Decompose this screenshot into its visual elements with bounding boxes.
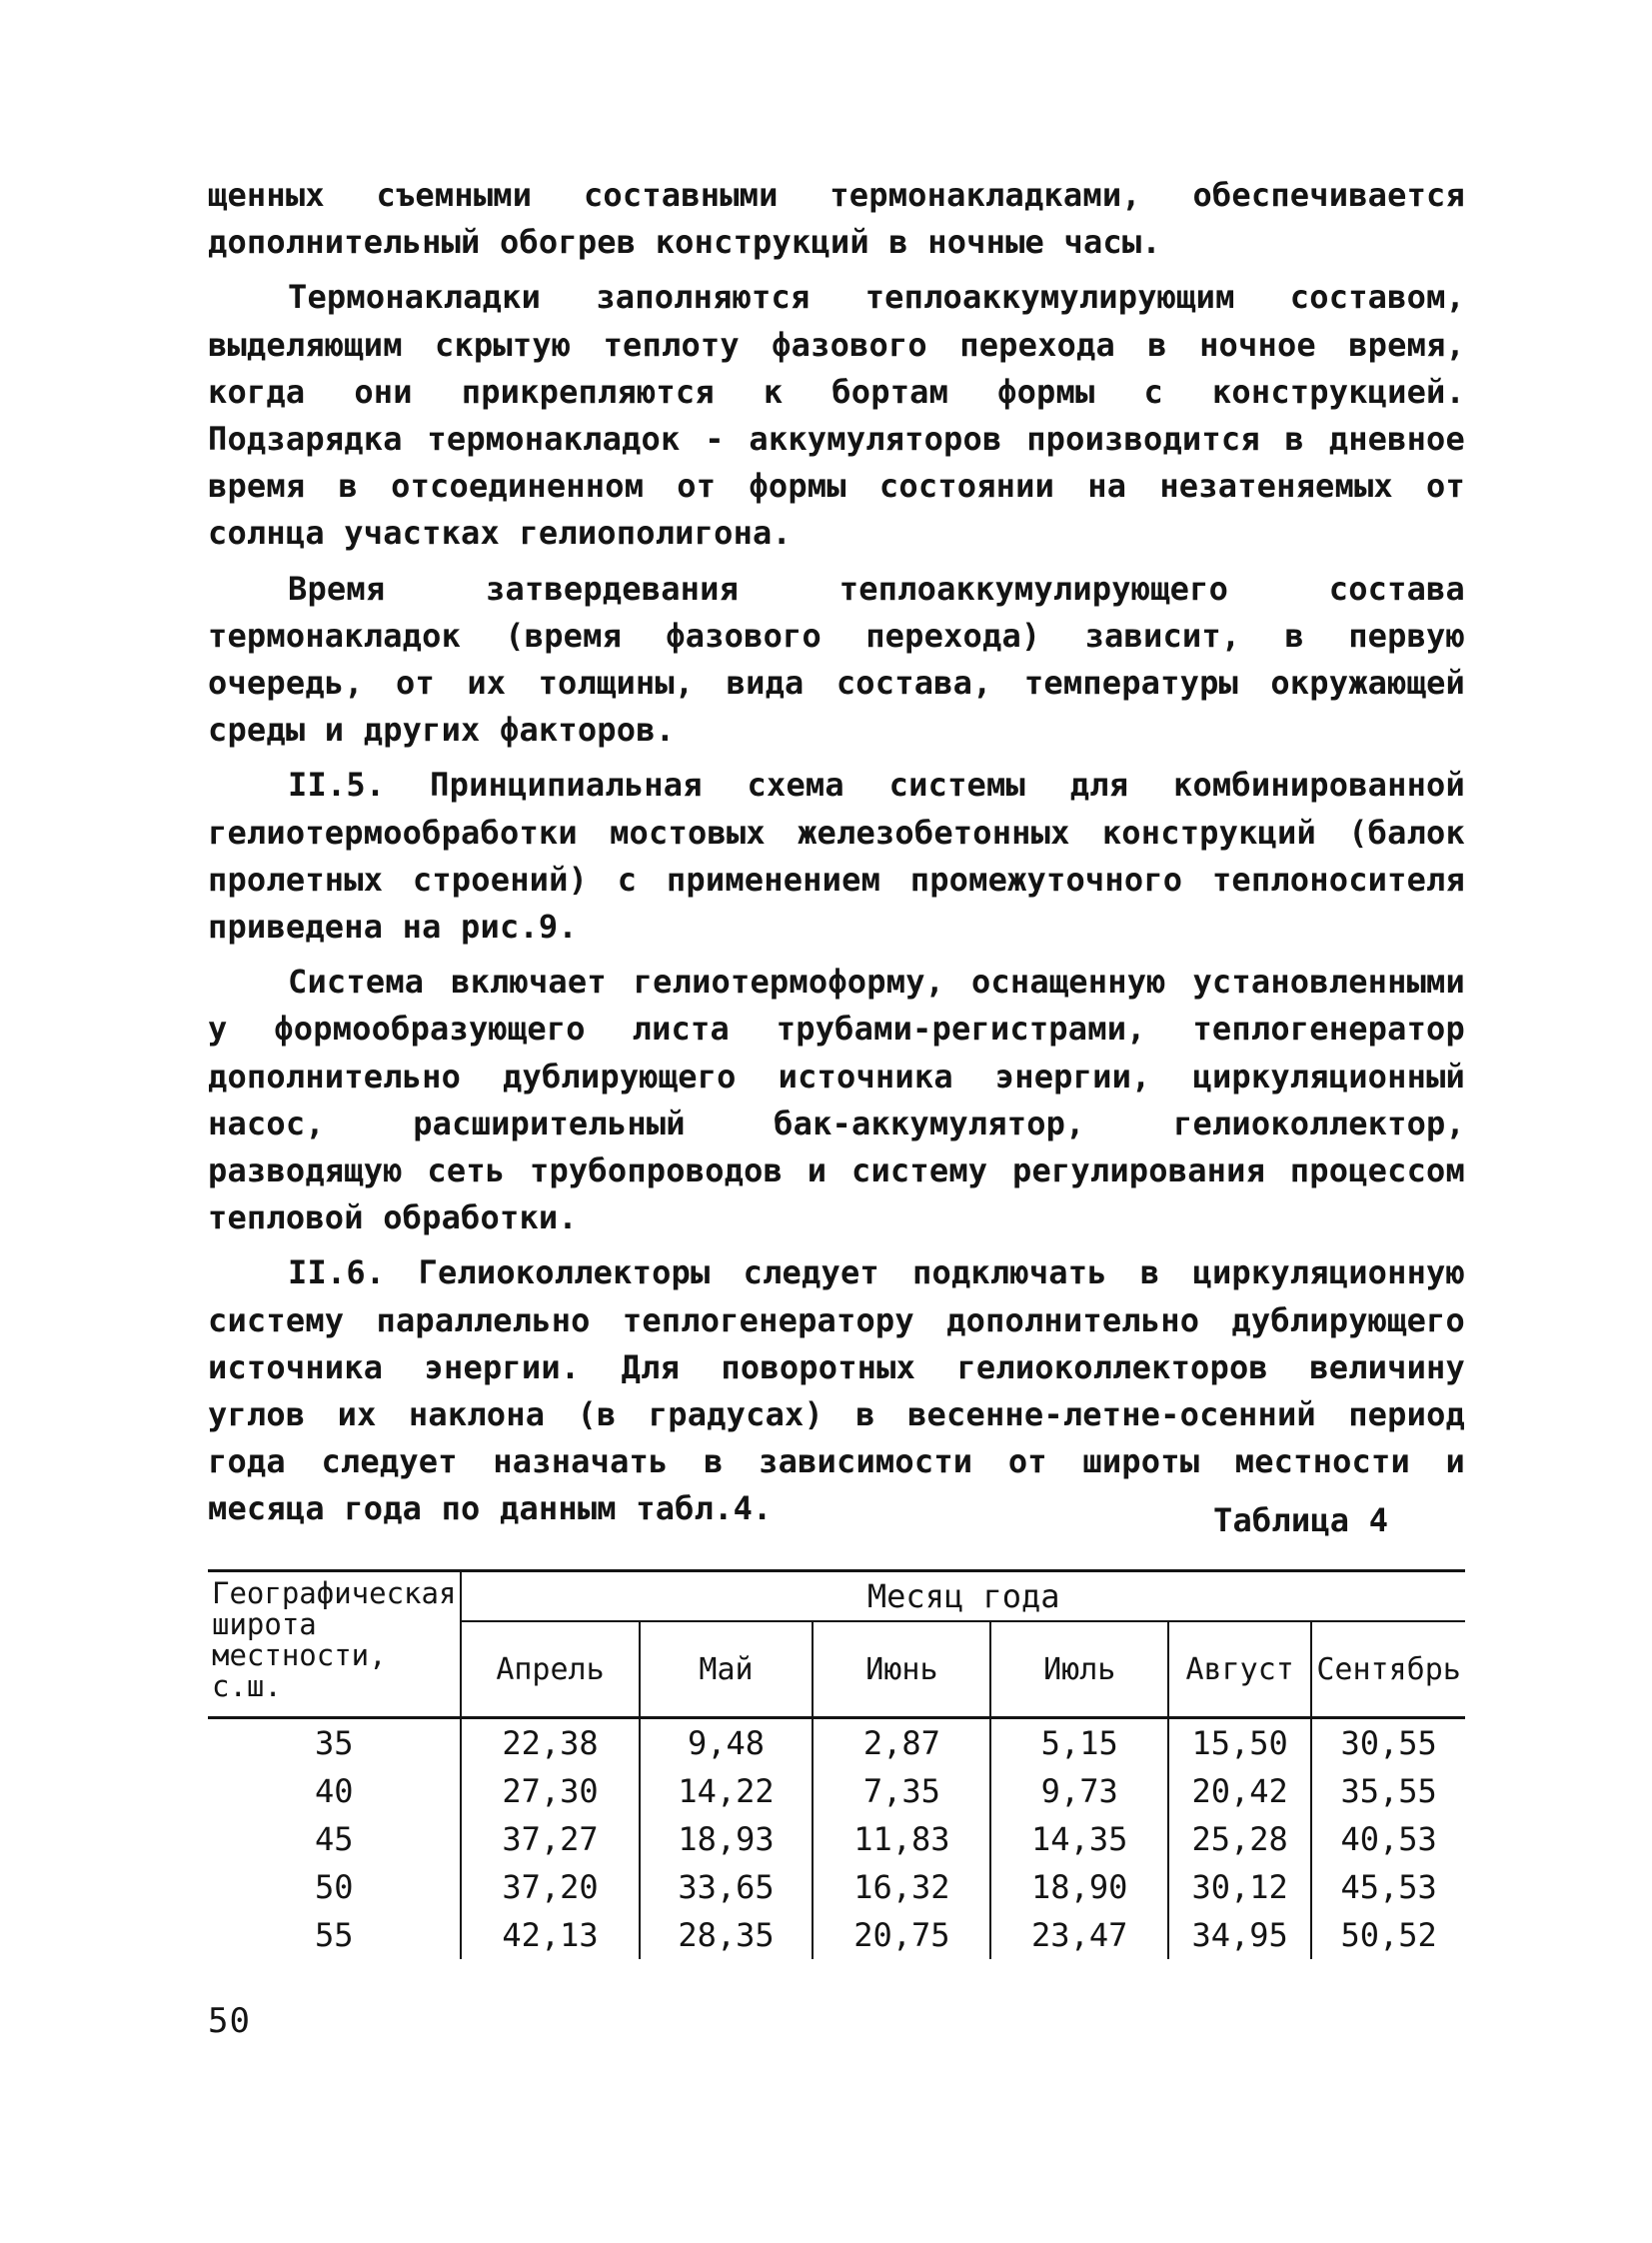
column-header-september: Сентябрь [1311,1621,1465,1718]
table-cell: 28,35 [640,1911,814,1959]
table-cell: 33,65 [640,1863,814,1911]
page-number: 50 [208,2001,251,2041]
table-cell: 40,53 [1340,1820,1437,1858]
paragraph-system-description: Система включает гелиотермоформу, оснащенную установленными у формообразующего листа трубами-регистрами, теплогенератор дополнительно дублирующего источника энергии, циркуляционный насос, расширительный бак-аккумулятор, гелиоколлектор, разводящую сеть трубопроводов и систему регулирования процессом тепловой обработки. [208,963,1465,1237]
month-header: Месяц года [461,1571,1465,1622]
latitude-cell: 40 [208,1767,461,1815]
table-cell: 20,75 [813,1911,990,1959]
table-cell: 18,90 [990,1863,1168,1911]
table-cell: 20,42 [1168,1767,1311,1815]
table-cell: 11,83 [813,1815,990,1863]
latitude-cell: 55 [208,1911,461,1959]
table-cell: 15,50 [1168,1718,1311,1768]
table-cell: 23,47 [990,1911,1168,1959]
table-cell: 37,27 [461,1815,639,1863]
table-row [208,1718,1465,1768]
latitude-cell: 50 [208,1863,461,1911]
paragraph-continuation: щенных съемными составными термонакладками, обеспечивается дополнительный обогрев конструкций в ночные часы. [208,176,1465,262]
column-header-july: Июль [990,1621,1168,1718]
paragraph-thermo-pads: Термонакладки заполняются теплоаккумулирующим составом, выделяющим скрытую теплоту фазового перехода в ночное время, когда они прикрепляются к бортам формы с конструкцией. Подзарядка термонакладок - аккумуляторов производится в дневное время в отсоединенном от формы состоянии на незатеняемых от солнца участках гелиополигона. [208,278,1465,553]
table-cell: 22,38 [461,1718,639,1768]
table-caption: Таблица 4 [1213,1501,1389,1539]
table-cell: 5,15 [990,1718,1168,1768]
table-cell: 14,35 [990,1815,1168,1863]
paragraph-section-11-5: II.5. Принципиальная схема системы для комбинированной гелиотермообработки мостовых железобетонных конструкций (балок пролетных строений) с применением промежуточного теплоносителя приведена на рис.9. [208,766,1465,947]
column-header-august: Август [1168,1621,1311,1718]
table-cell: 34,95 [1168,1911,1311,1959]
table-cell: 25,28 [1168,1815,1311,1863]
paragraph-hardening-time: Время затвердевания теплоаккумулирующего состава термонакладок (время фазового перехода) зависит, в первую очередь, от их толщины, вида состава, температуры окружающей среды и других факторов. [208,569,1465,750]
table-row [208,1911,1465,1959]
table-cell: 30,55 [1340,1724,1437,1762]
latitude-cell: 45 [208,1815,461,1863]
latitude-header: Географическая широта местности, с.ш. [208,1571,461,1718]
table-cell: 9,73 [990,1767,1168,1815]
table-row [208,1815,1465,1863]
latitude-cell: 35 [208,1718,461,1768]
column-header-april: Апрель [461,1621,639,1718]
tilt-angle-table [208,1569,1465,1959]
table-cell: 14,22 [640,1767,814,1815]
table-row [208,1863,1465,1911]
table-cell: 35,55 [1340,1772,1437,1810]
table-cell: 2,87 [813,1718,990,1768]
column-header-may: Май [640,1621,814,1718]
column-header-june: Июнь [813,1621,990,1718]
table-row [208,1767,1465,1815]
table-cell: 9,48 [640,1718,814,1768]
table-cell: 7,35 [813,1767,990,1815]
table-cell: 30,12 [1168,1863,1311,1911]
paragraph-section-11-6: II.6. Гелиоколлекторы следует подключать в циркуляционную систему параллельно теплогенератору дополнительно дублирующего источника энергии. Для поворотных гелиоколлекторов величину углов их наклона (в градусах) в весенне-летне-осенний период года следует назначать в зависимости от широты местности и месяца года по данным табл.4. [208,1253,1465,1528]
table-cell: 50,52 [1340,1916,1437,1954]
table-cell: 42,13 [461,1911,639,1959]
table-cell: 37,20 [461,1863,639,1911]
table-cell: 18,93 [640,1815,814,1863]
body-text [208,172,1465,1541]
table-cell: 45,53 [1340,1868,1437,1906]
table-cell: 16,32 [813,1863,990,1911]
table-cell: 27,30 [461,1767,639,1815]
